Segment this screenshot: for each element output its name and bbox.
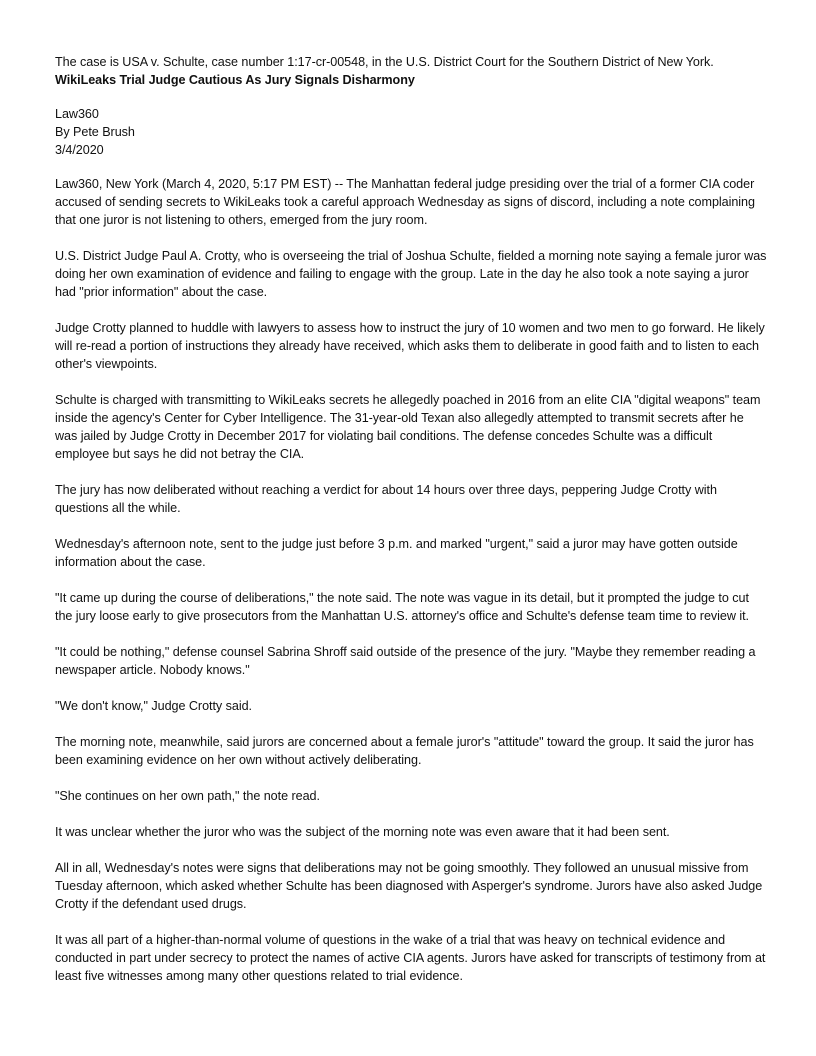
article-source: Law360 [55, 107, 99, 121]
article-paragraph: All in all, Wednesday's notes were signs that deliberations may not be going smoothly. They followed an unusual missive from Tuesday afternoon, which asked whether Schulte has been diagnosed with Asperger's syndrome. Jurors have also asked Judge Crotty if the defendant used drugs. [55, 861, 763, 911]
article-paragraph: "It came up during the course of deliberations," the note said. The note was vague in its detail, but it prompted the judge to cut the jury loose early to give prosecutors from the Manhattan U.S. attorney's office and Schulte's defense team time to review it. [55, 591, 749, 623]
article-paragraph: Wednesday's afternoon note, sent to the judge just before 3 p.m. and marked "urgent," said a juror may have gotten outside information about the case. [55, 537, 738, 569]
article-paragraph: "She continues on her own path," the note read. [55, 789, 320, 803]
article-paragraph: The morning note, meanwhile, said jurors are concerned about a female juror's "attitude" toward the group. It said the juror has been examining evidence on her own without actively deliberating. [55, 735, 754, 767]
article-byline: By Pete Brush [55, 125, 135, 139]
case-citation: The case is USA v. Schulte, case number 1:17-cr-00548, in the U.S. District Court for the Southern District of New York. [55, 55, 714, 69]
article-paragraph: Law360, New York (March 4, 2020, 5:17 PM EST) -- The Manhattan federal judge presiding over the trial of a former CIA coder accused of sending secrets to WikiLeaks took a careful approach Wednesday as signs of discord, including a note complaining that one juror is not listening to others, emerged from the jury room. [55, 177, 755, 227]
article-paragraph: The jury has now deliberated without reaching a verdict for about 14 hours over three days, peppering Judge Crotty with questions all the while. [55, 483, 717, 515]
article-headline: WikiLeaks Trial Judge Cautious As Jury Signals Disharmony [55, 73, 415, 87]
article-body [55, 175, 767, 985]
article-paragraph: "We don't know," Judge Crotty said. [55, 699, 252, 713]
article-paragraph: Schulte is charged with transmitting to WikiLeaks secrets he allegedly poached in 2016 from an elite CIA "digital weapons" team inside the agency's Center for Cyber Intelligence. The 31-year-old Texan also allegedly attempted to transmit secrets after he was jailed by Judge Crotty in December 2017 for violating bail conditions. The defense concedes Schulte was a difficult employee but says he did not betray the CIA. [55, 393, 761, 461]
article-paragraph: "It could be nothing," defense counsel Sabrina Shroff said outside of the presence of the jury. "Maybe they remember reading a newspaper article. Nobody knows." [55, 645, 756, 677]
document-page [55, 53, 767, 1003]
article-date: 3/4/2020 [55, 143, 104, 157]
article-paragraph: U.S. District Judge Paul A. Crotty, who is overseeing the trial of Joshua Schulte, fielded a morning note saying a female juror was doing her own examination of evidence and failing to engage with the group. Late in the day he also took a note saying a juror had "prior information" about the case. [55, 249, 767, 299]
article-paragraph: It was all part of a higher-than-normal volume of questions in the wake of a trial that was heavy on technical evidence and conducted in part under secrecy to protect the names of active CIA agents. Jurors have asked for transcripts of testimony from at least five witnesses among many other questions related to trial evidence. [55, 933, 766, 983]
article-paragraph: It was unclear whether the juror who was the subject of the morning note was even aware that it had been sent. [55, 825, 670, 839]
article-paragraph: Judge Crotty planned to huddle with lawyers to assess how to instruct the jury of 10 women and two men to go forward. He likely will re-read a portion of instructions they already have received, which asks them to deliberate in good faith and to listen to each other's viewpoints. [55, 321, 765, 371]
